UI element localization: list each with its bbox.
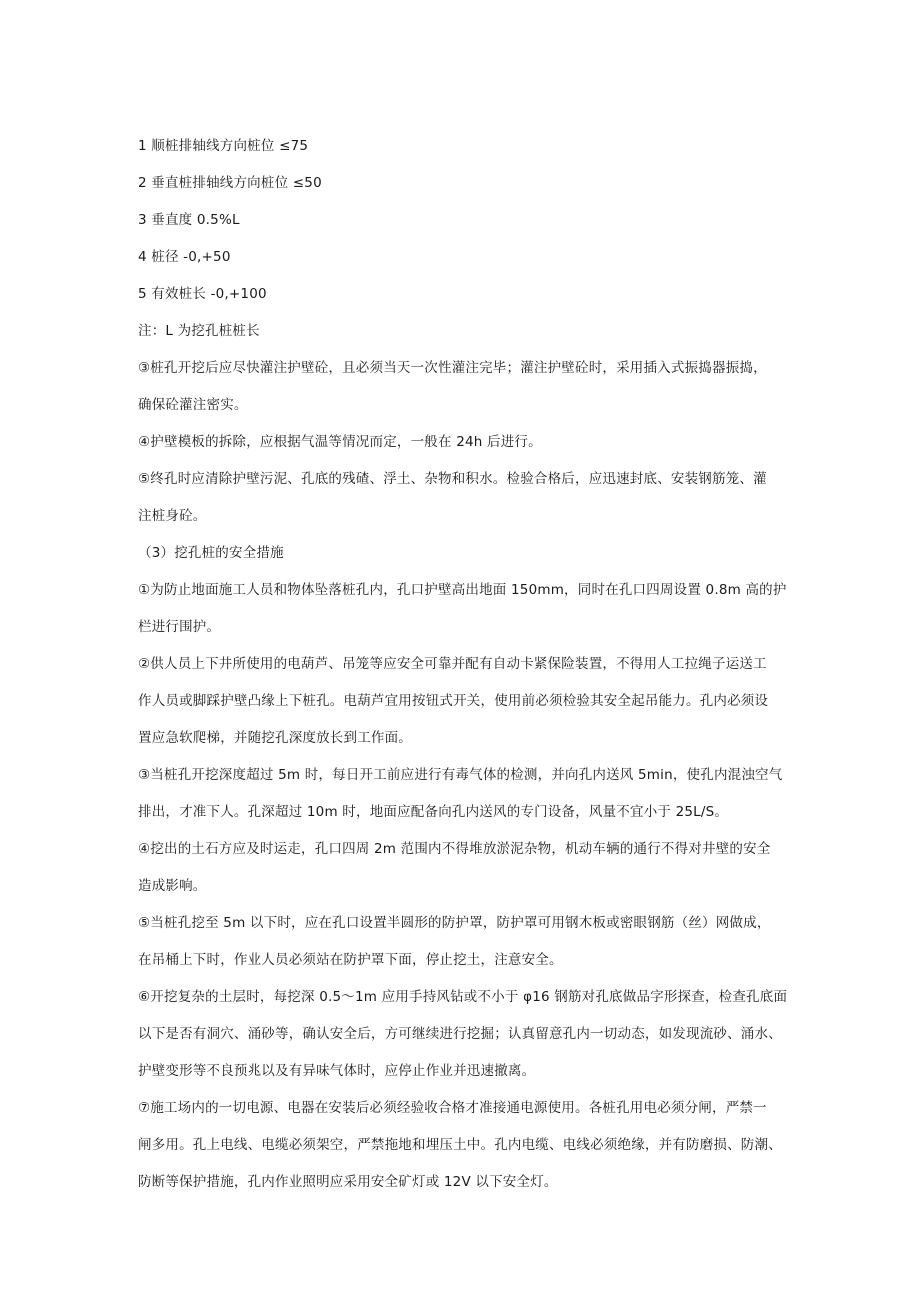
paragraph-line: 确保砼灌注密实。 [138, 397, 248, 413]
paragraph-line: ③当桩孔开挖深度超过 5m 时，每日开工前应进行有毒气体的检测，并向孔内送风 5min，使孔内混浊空气 [138, 767, 783, 783]
paragraph-line: ⑤终孔时应清除护壁污泥、孔底的残碴、浮土、杂物和积水。检验合格后，应迅速封底、安装钢筋笼、灌 [138, 471, 767, 487]
paragraph-4 [138, 424, 788, 461]
paragraph-line: ④挖出的土石方应及时运走，孔口四周 2m 范围内不得堆放淤泥杂物，机动车辆的通行不得对井壁的安全 [138, 841, 771, 857]
paragraph-line: 注桩身砼。 [138, 508, 207, 524]
safety-item-7 [138, 1090, 788, 1201]
paragraph-line: ⑥开挖复杂的土层时，每挖深 0.5～1m 应用手持风钻或不小于 φ16 钢筋对孔底做品字形探查，检查孔底面 [138, 989, 788, 1005]
safety-item-1 [138, 572, 788, 646]
paragraph-line: ③桩孔开挖后应尽快灌注护壁砼，且必须当天一次性灌注完毕；灌注护壁砼时，采用插入式振捣器振捣， [138, 360, 767, 376]
paragraph-5 [138, 461, 788, 535]
paragraph-line: 闸多用。孔上电线、电缆必须架空，严禁拖地和埋压土中。孔内电缆、电线必须绝缘，并有防磨损、防潮、 [138, 1137, 782, 1153]
paragraph-line: ④护壁模板的拆除，应根据气温等情况而定，一般在 24h 后进行。 [138, 434, 542, 450]
paragraph-line: 造成影响。 [138, 878, 207, 894]
paragraph-line: 防断等保护措施，孔内作业照明应采用安全矿灯或 12V 以下安全灯。 [138, 1174, 558, 1190]
document-body [138, 128, 788, 1201]
table-note: 注：L 为挖孔桩桩长 [138, 323, 260, 339]
safety-item-5 [138, 905, 788, 979]
paragraph-line: 护壁变形等不良预兆以及有异味气体时，应停止作业并迅速撤离。 [138, 1063, 536, 1079]
paragraph-line: ②供人员上下井所使用的电葫芦、吊笼等应安全可靠并配有自动卡紧保险装置，不得用人工拉绳子运送工 [138, 656, 767, 672]
tolerance-item: 2 垂直桩排轴线方向桩位 ≤50 [138, 175, 322, 191]
paragraph-line: ⑤当桩孔挖至 5m 以下时，应在孔口设置半圆形的防护罩，防护罩可用钢木板或密眼钢筋（丝）网做成， [138, 915, 771, 931]
tolerance-item: 4 桩径 -0,+50 [138, 249, 231, 265]
tolerance-list [138, 128, 788, 313]
paragraph-3 [138, 350, 788, 424]
safety-item-4 [138, 831, 788, 905]
tolerance-item: 5 有效桩长 -0,+100 [138, 286, 267, 302]
safety-item-2 [138, 646, 788, 757]
paragraph-line: 置应急软爬梯，并随挖孔深度放长到工作面。 [138, 730, 412, 746]
paragraph-line: 在吊桶上下时，作业人员必须站在防护罩下面，停止挖土，注意安全。 [138, 952, 563, 968]
tolerance-item: 1 顺桩排轴线方向桩位 ≤75 [138, 138, 309, 154]
tolerance-item: 3 垂直度 0.5%L [138, 212, 240, 228]
paragraph-line: ①为防止地面施工人员和物体坠落桩孔内，孔口护壁高出地面 150mm，同时在孔口四周设置 0.8m 高的护 [138, 582, 787, 598]
paragraph-line: 以下是否有洞穴、涌砂等，确认安全后，方可继续进行挖掘；认真留意孔内一切动态，如发现流砂、涌水、 [138, 1026, 782, 1042]
paragraph-line: 排出，才准下人。孔深超过 10m 时，地面应配备向孔内送风的专门设备，风量不宜小于 25L/S。 [138, 804, 729, 820]
paragraph-line: 作人员或脚踩护壁凸缘上下桩孔。电葫芦宜用按钮式开关，使用前必须检验其安全起吊能力。孔内必须设 [138, 693, 769, 709]
section-heading: （3）挖孔桩的安全措施 [138, 545, 284, 561]
safety-item-6 [138, 979, 788, 1090]
paragraph-line: ⑦施工场内的一切电源、电器在安装后必须经验收合格才准接通电源使用。各桩孔用电必须分闸，严禁一 [138, 1100, 767, 1116]
safety-item-3 [138, 757, 788, 831]
paragraph-line: 栏进行围护。 [138, 619, 221, 635]
